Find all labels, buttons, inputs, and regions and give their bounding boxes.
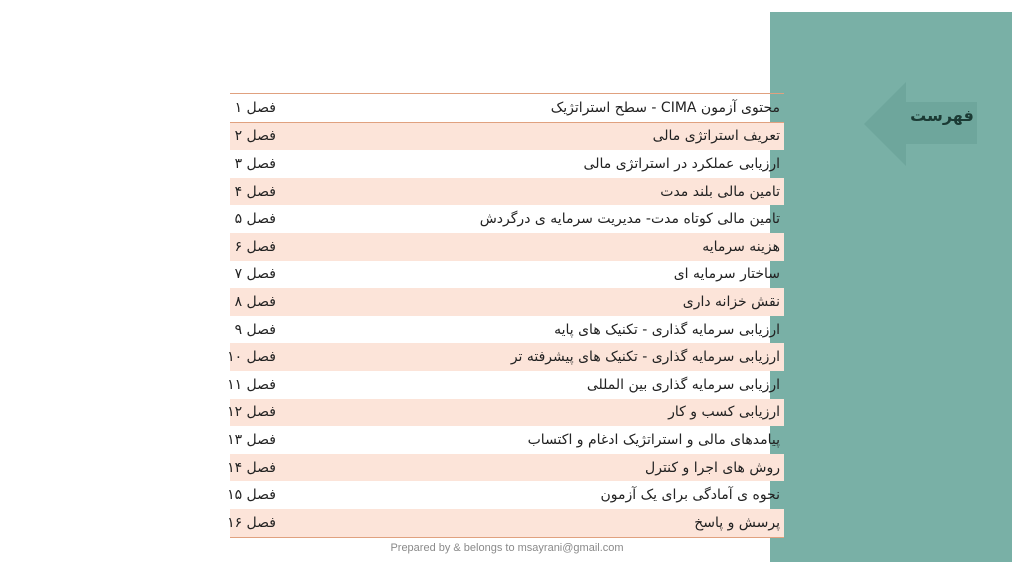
toc-row: [230, 150, 784, 178]
sidebar-panel: [770, 12, 1012, 562]
chapter-title: روش های اجرا و کنترل: [645, 459, 780, 476]
toc-row: [227, 509, 784, 537]
chapter-title: ارزیابی عملکرد در استراتژی مالی: [583, 155, 780, 172]
chapter-number: فصل ۴: [234, 183, 276, 200]
chapter-number: فصل ۱۴: [227, 459, 276, 476]
toc-row: [230, 233, 784, 261]
chapter-title: نقش خزانه داری: [682, 293, 780, 310]
toc-row: [227, 481, 784, 509]
chapter-title: ارزیابی سرمایه گذاری - تکنیک های پیشرفته تر: [510, 349, 780, 366]
chapter-number: فصل ۱۰: [227, 349, 276, 366]
chapter-title: پرسش و پاسخ: [694, 514, 780, 531]
chapter-number: فصل ۷: [234, 266, 276, 283]
toc-row: [230, 94, 784, 123]
table-of-contents: [227, 93, 784, 538]
chapter-title: پیامدهای مالی و استراتژیک ادغام و اکتساب: [527, 431, 780, 448]
chapter-title: ارزیابی سرمایه گذاری - تکنیک های پایه: [554, 321, 780, 338]
chapter-title: ارزیابی کسب و کار: [668, 404, 780, 421]
chapter-title: تعریف استراتژی مالی: [652, 128, 780, 145]
chapter-number: فصل ۱۳: [227, 431, 276, 448]
arrow-left-icon: [864, 82, 906, 166]
footer-credit: Prepared by & belongs to msayrani@gmail.com: [390, 542, 624, 554]
chapter-number: فصل ۱۱: [227, 376, 276, 393]
chapter-title: تامین مالی کوتاه مدت- مدیریت سرمایه ی درگردش: [479, 211, 780, 228]
chapter-number: فصل ۸: [234, 293, 276, 310]
chapter-number: فصل ۱۶: [227, 514, 276, 531]
sidebar-title: فهرست: [910, 106, 974, 125]
chapter-number: فصل ۱: [234, 99, 276, 116]
chapter-number: فصل ۳: [234, 155, 276, 172]
toc-row: [230, 316, 784, 344]
chapter-title: نحوه ی آمادگی برای یک آزمون: [600, 487, 780, 504]
toc-row: [230, 288, 784, 316]
toc-row: [227, 371, 784, 399]
chapter-number: فصل ۱۲: [227, 404, 276, 421]
chapter-title: ارزیابی سرمایه گذاری بین المللی: [586, 376, 780, 393]
chapter-title: تامین مالی بلند مدت: [660, 183, 780, 200]
toc-row: [230, 123, 784, 151]
toc-row: [230, 261, 784, 289]
toc-row: [227, 426, 784, 454]
toc-row: [227, 454, 784, 482]
chapter-number: فصل ۶: [234, 238, 276, 255]
chapter-title: هزینه سرمایه: [702, 238, 780, 255]
toc-row: [230, 178, 784, 206]
chapter-number: فصل ۵: [234, 211, 276, 228]
chapter-number: فصل ۱۵: [227, 487, 276, 504]
toc-row: [227, 399, 784, 427]
toc-row: [230, 205, 784, 233]
chapter-title: محتوی آزمون CIMA - سطح استراتژیک: [550, 99, 780, 116]
chapter-number: فصل ۲: [234, 128, 276, 145]
chapter-number: فصل ۹: [234, 321, 276, 338]
chapter-title: ساختار سرمایه ای: [673, 266, 780, 283]
toc-row: [227, 343, 784, 371]
